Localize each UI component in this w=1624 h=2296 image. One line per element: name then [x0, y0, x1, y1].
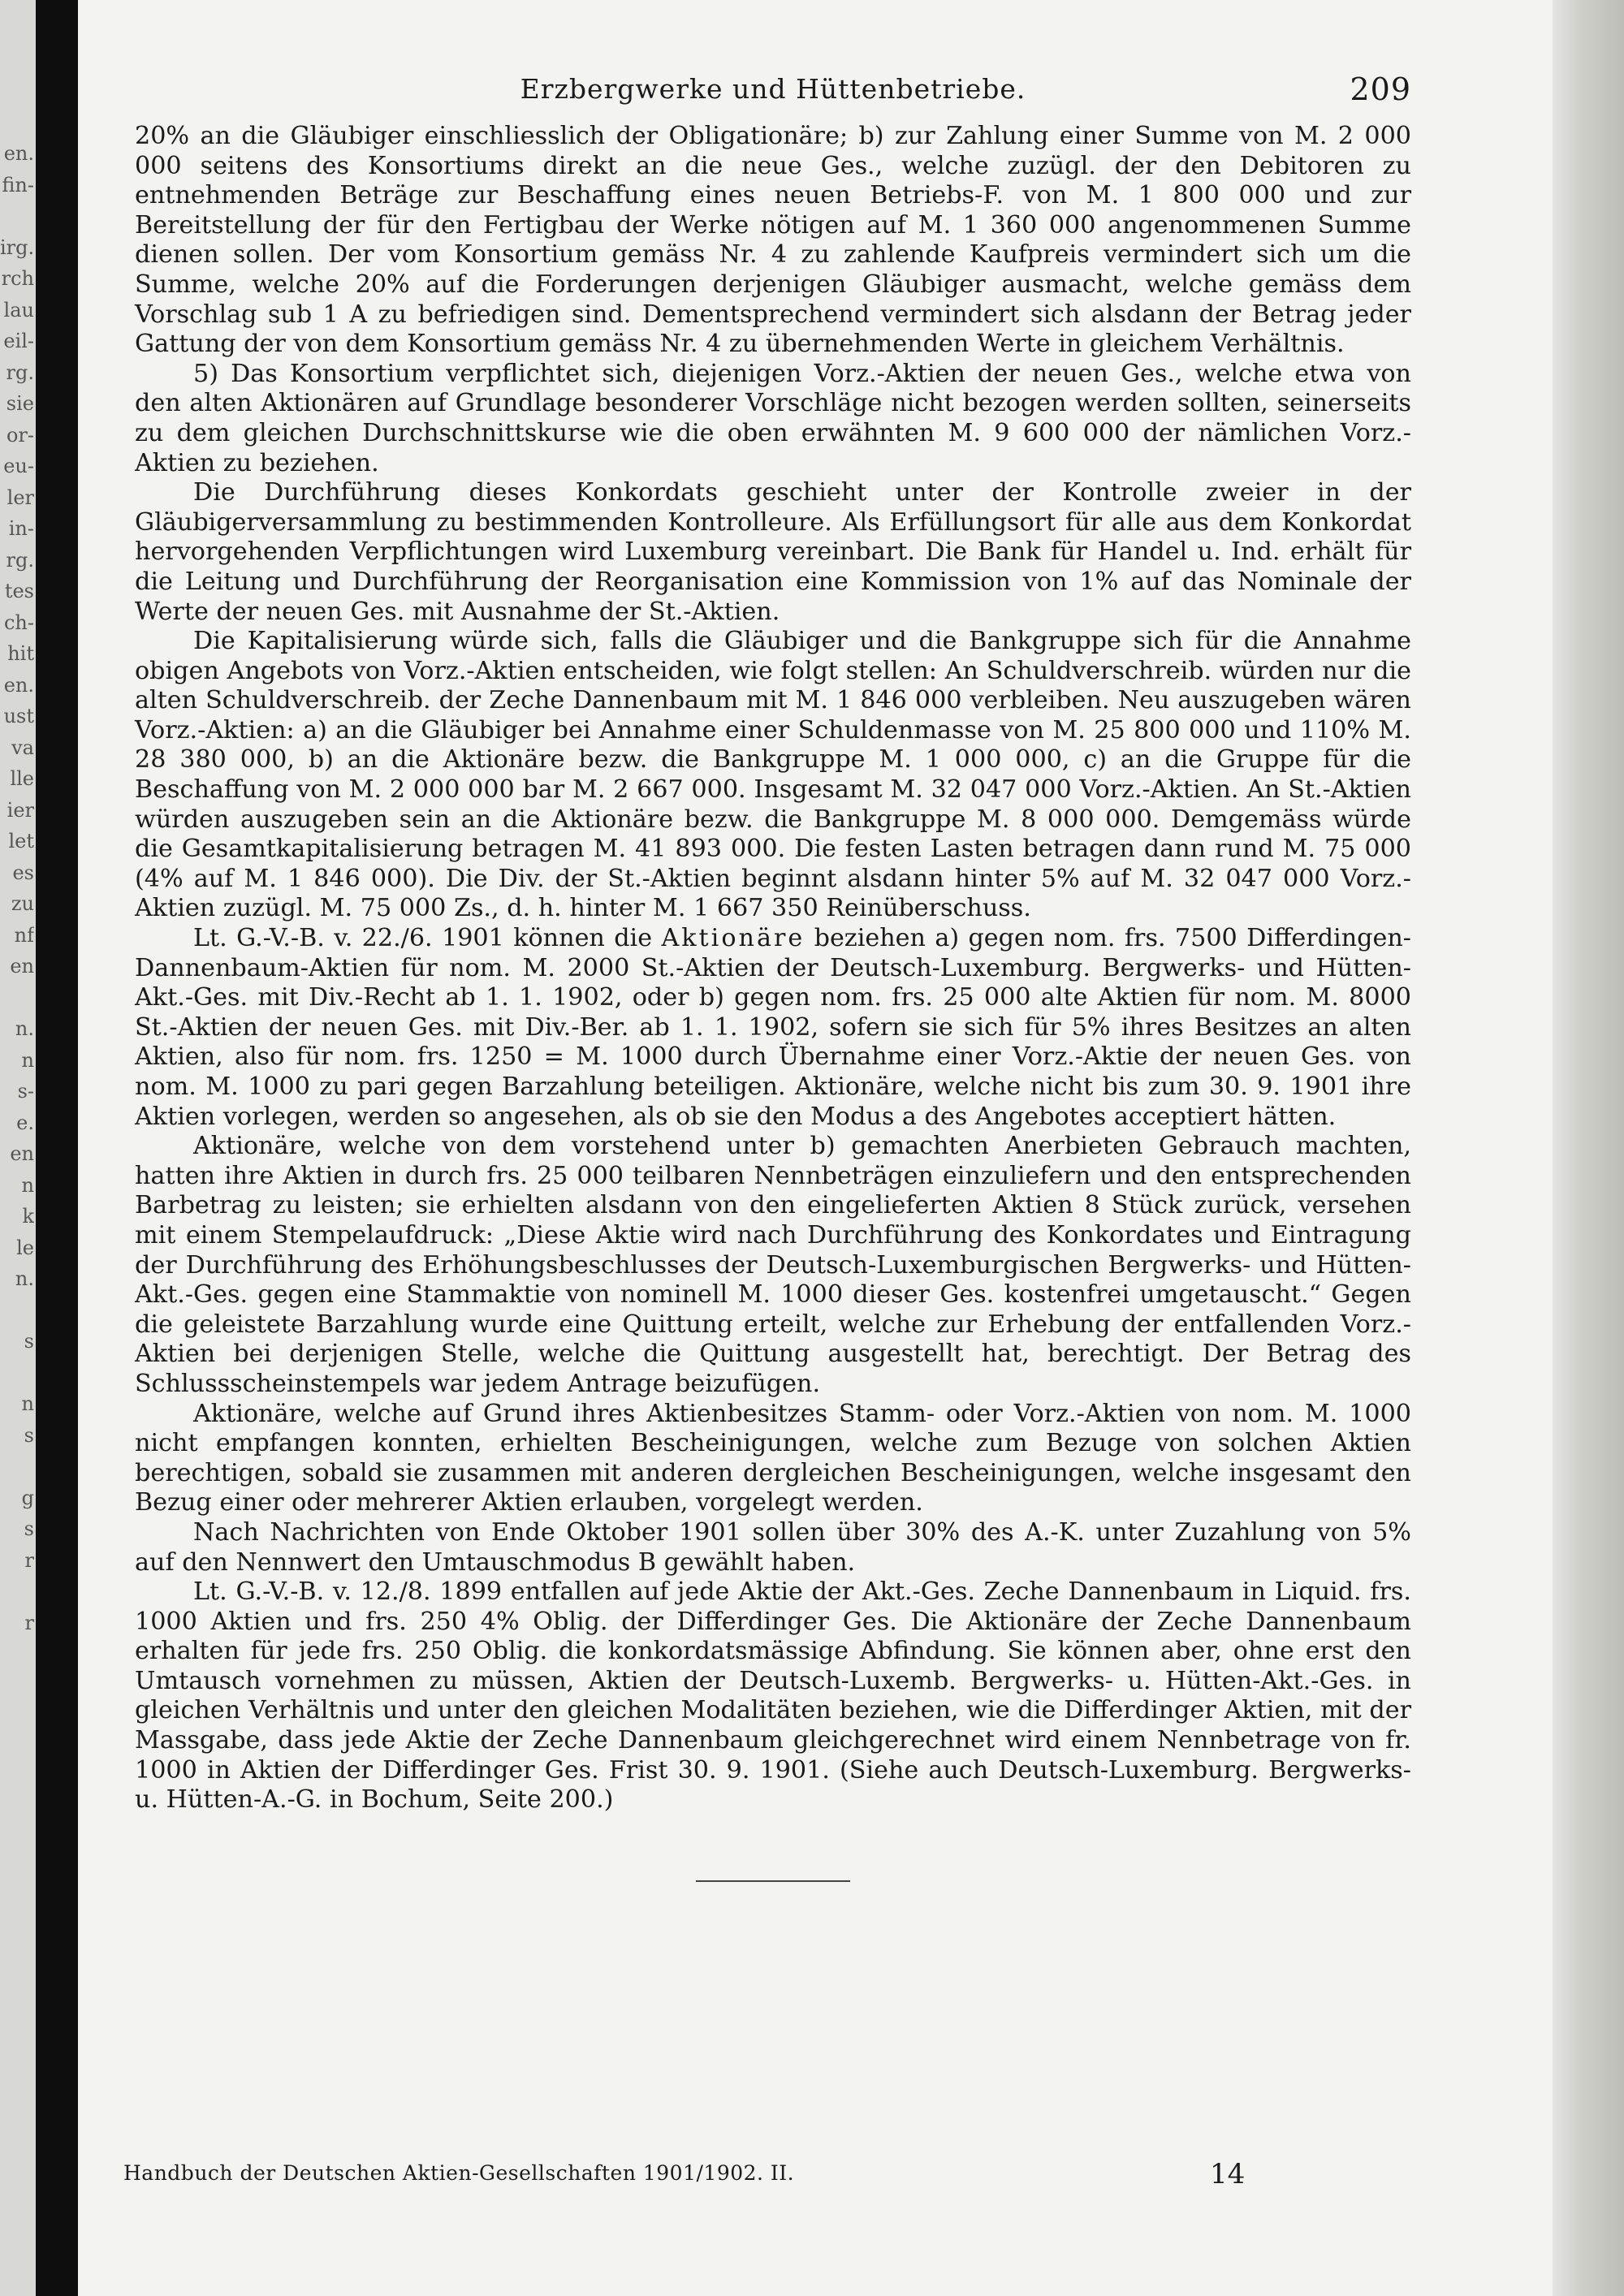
body-text — [135, 122, 1411, 1815]
margin-fragment: rch — [1, 267, 34, 290]
book-spine-shadow — [36, 0, 78, 2296]
paragraph: 5) Das Konsortium verpflichtet sich, diejenigen Vorz.-Aktien der neuen Ges., welche etwa von den alten Aktionären auf Grundlage besonderer Vorschläge nicht bezogen werden sollten, seinerseits zu dem gleichen Durchschnittskurse wie die oben erwähnten M. 9 600 000 der nämlichen Vorz.-Aktien zu beziehen. — [135, 359, 1411, 477]
margin-fragment: fin- — [2, 173, 34, 196]
margin-fragment: n. — [15, 1267, 34, 1290]
margin-fragment — [0, 1576, 34, 1608]
paragraph: Aktionäre, welche von dem vorstehend unter b) gemachten Anerbieten Gebrauch machten, hatten ihre Aktien in durch frs. 25 000 teilbaren Nennbeträgen einzuliefern und den entsprechenden Barbetrag zu leisten; sie erhielten alsdann von den eingelieferten Aktien 8 Stück zurück, versehen mit einem Stempelaufdruck: „Diese Aktie wird nach Durchführung des Konkordates und Eintragung der Durchführung des Erhöhungsbeschlusses der Deutsch-Luxemburgischen Bergwerks- und Hütten-Akt.-Ges. gegen eine Stammaktie von nominell M. 1000 dieser Ges. kostenfrei umgetauscht.“ Gegen die geleistete Barzahlung wurde eine Quittung erteilt, welche zur Erhebung der entfallenden Vorz.-Aktien bei derjenigen Stelle, welche die Quittung ausgestellt hat, berechtigt. Der Betrag des Schlussscheinstempels war jedem Antrage beizufügen. — [135, 1132, 1411, 1398]
margin-fragment: s — [24, 1423, 34, 1447]
margin-fragment — [0, 982, 34, 1014]
margin-fragment: n — [21, 1392, 34, 1415]
facing-page-margin-fragments — [0, 138, 34, 1638]
margin-fragment: in- — [8, 517, 34, 540]
margin-fragment: rg. — [6, 548, 34, 572]
margin-fragment: or- — [6, 423, 34, 447]
margin-fragment — [0, 1295, 34, 1327]
paragraph: Aktionäre, welche auf Grund ihres Aktienbesitzes Stamm- oder Vorz.-Aktien von nom. M. 1000 nicht empfangen konnten, erhielten Bescheinigungen, welche zum Bezuge von solchen Aktien berechtigen, sobald sie zusammen mit anderen dergleichen Bescheinigungen, welche insgesamt den Bezug einer oder mehrerer Aktien erlauben, vorgelegt werden. — [135, 1399, 1411, 1517]
paragraph: 20% an die Gläubiger einschliesslich der Obligationäre; b) zur Zahlung einer Summe von M. 2 000 000 seitens des Konsortiums direkt an die neue Ges., welche zuzügl. der den Debitoren zu entnehmenden Beträge zur Beschaffung eines neuen Betriebs-F. von M. 1 800 000 und zur Bereitstellung der für den Fertigbau der Werke nötigen auf M. 1 360 000 angenommenen Summe dienen sollen. Der vom Konsortium gemäss Nr. 4 zu zahlende Kaufpreis vermindert sich um die Summe, welche 20% auf die Forderungen derjenigen Gläubiger ausmacht, welche gemäss dem Vorschlag sub 1 A zu befriedigen sind. Dementsprechend vermindert sich alsdann der Betrag jeder Gattung der von dem Konsortium gemäss Nr. 4 zu übernehmenden Werte in gleichem Verhältnis. — [135, 122, 1411, 359]
margin-fragment: sie — [6, 392, 34, 415]
margin-fragment: r — [24, 1611, 34, 1634]
margin-fragment: g — [21, 1486, 34, 1509]
margin-fragment: let — [8, 830, 34, 852]
paragraph: Die Durchführung dieses Konkordats geschieht unter der Kontrolle zweier in der Gläubigerversammlung zu bestimmenden Kontrolleure. Als Erfüllungsort für alle aus dem Konkordat hervorgehenden Verpflichtungen wird Luxemburg vereinbart. Die Bank für Handel u. Ind. erhält für die Leitung und Durchführung der Reorganisation eine Kommission von 1% auf das Nominale der Werte der neuen Ges. mit Ausnahme der St.-Aktien. — [135, 478, 1411, 626]
source-note: Handbuch der Deutschen Aktien-Gesellschaften 1901/1902. II. — [123, 2161, 795, 2185]
paragraph: Die Kapitalisierung würde sich, falls die Gläubiger und die Bankgruppe sich für die Annahme obigen Angebots von Vorz.-Aktien entscheiden, wie folgt stellen: An Schuldverschreib. würden nur die alten Schuldverschreib. der Zeche Dannenbaum mit M. 1 846 000 verbleiben. Neu auszugeben wären Vorz.-Aktien: a) an die Gläubiger bei Annahme einer Schuldenmasse von M. 25 800 000 und 110% M. 28 380 000, b) an die Aktionäre bezw. die Bankgruppe M. 1 000 000, c) an die Gruppe für die Beschaffung von M. 2 000 000 bar M. 2 667 000. Insgesamt M. 32 047 000 Vorz.-Aktien. An St.-Aktien würden auszugeben sein an die Aktionäre bezw. die Bankgruppe M. 8 000 000. Demgemäss würde die Gesamtkapitalisierung betragen M. 41 893 000. Die festen Lasten betragen dann rund M. 75 000 (4% auf M. 1 846 000). Die Div. der St.-Aktien beginnt alsdann hinter 5% auf M. 32 047 000 Vorz.-Aktien zuzügl. M. 75 000 Zs., d. h. hinter M. 1 667 350 Reinüberschuss. — [135, 627, 1411, 923]
page-edge-shadow — [1553, 0, 1624, 2296]
margin-fragment: tes — [4, 580, 34, 602]
section-rule — [696, 1880, 850, 1882]
paragraph: Nach Nachrichten von Ende Oktober 1901 sollen über 30% des A.-K. unter Zuzahlung von 5% auf den Nennwert den Umtauschmodus B gewählt haben. — [135, 1517, 1411, 1577]
page-number: 209 — [1350, 71, 1411, 107]
paragraph-rest: beziehen a) gegen nom. frs. 7500 Differdingen-Dannenbaum-Aktien für nom. M. 2000 St.-Aktien der Deutsch-Luxemburg. Bergwerks- und Hütten-Akt.-Ges. mit Div.-Recht ab 1. 1. 1902, oder b) gegen nom. frs. 25 000 alte Aktien für nom. M. 8000 St.-Aktien der neuen Ges. mit Div.-Ber. ab 1. 1. 1902, sofern sie sich für 5% ihres Besitzes an alten Aktien, also für nom. frs. 1250 = M. 1000 durch Übernahme einer Vorz.-Aktie der neuen Ges. von nom. M. 1000 zu pari gegen Barzahlung beteiligen. Aktionäre, welche nicht bis zum 30. 9. 1901 ihre Aktien vorlegen, werden so angesehen, als ob sie den Modus a des Angebotes acceptiert hätten. — [135, 924, 1411, 1131]
margin-fragment: en. — [3, 142, 34, 165]
margin-fragment: lle — [10, 767, 34, 790]
paragraph — [135, 924, 1411, 1132]
margin-fragment: ust — [3, 705, 34, 727]
margin-fragment: ch- — [3, 611, 34, 634]
margin-fragment: eil- — [3, 330, 34, 352]
signature-mark: 14 — [1210, 2158, 1246, 2190]
margin-fragment: le — [16, 1236, 34, 1259]
margin-fragment: n — [21, 1048, 34, 1072]
margin-fragment — [0, 201, 34, 232]
running-title: Erzbergwerke und Hüttenbetriebe. — [520, 73, 1026, 105]
paragraph: Lt. G.-V.-B. v. 12./8. 1899 entfallen auf jede Aktie der Akt.-Ges. Zeche Dannenbaum in Liquid. frs. 1000 Aktien und frs. 250 4% Oblig. der Differdinger Ges. Die Aktionäre der Zeche Dannenbaum erhalten für jede frs. 250 Oblig. die konkordatsmässige Abfindung. Sie können aber, ohne erst den Umtausch vornehmen zu müssen, Aktien der Deutsch-Luxemb. Bergwerks- u. Hütten-Akt.-Ges. in gleichen Verhältnis und unter den gleichen Modalitäten beziehen, wie die Differdinger Aktien, mit der Massgabe, dass jede Aktie der Zeche Dannenbaum gleichgerechnet wird einem Nennbetrage von fr. 1000 in Aktien der Differdinger Ges. Frist 30. 9. 1901. (Siehe auch Deutsch-Luxemburg. Bergwerks- u. Hütten-A.-G. in Bochum, Seite 200.) — [135, 1577, 1411, 1815]
margin-fragment: en — [10, 955, 34, 978]
margin-fragment: eu- — [3, 455, 34, 477]
margin-fragment: ier — [6, 798, 34, 822]
margin-fragment: n — [21, 1173, 34, 1197]
margin-fragment: s- — [17, 1080, 34, 1103]
margin-fragment: k — [22, 1205, 34, 1228]
margin-fragment: r — [24, 1548, 34, 1572]
margin-fragment: ler — [6, 486, 34, 509]
margin-fragment: n. — [15, 1017, 34, 1040]
margin-fragment: zu — [11, 892, 34, 915]
margin-fragment: lau — [3, 298, 34, 322]
margin-fragment: va — [11, 736, 34, 759]
margin-fragment: hit — [7, 642, 34, 665]
margin-fragment: e. — [16, 1111, 34, 1134]
margin-fragment: irg. — [0, 235, 34, 259]
margin-fragment: s — [24, 1330, 34, 1353]
margin-fragment: es — [12, 861, 34, 884]
margin-fragment — [0, 1451, 34, 1482]
paragraph-lead: Lt. G.-V.-B. v. 22./6. 1901 können die — [193, 924, 662, 953]
emphasized-term: Aktionäre — [661, 924, 806, 953]
margin-fragment: rg. — [6, 360, 34, 384]
margin-fragment: en. — [3, 673, 34, 697]
running-head — [135, 65, 1411, 122]
margin-fragment: nf — [14, 923, 34, 947]
margin-fragment: s — [24, 1517, 34, 1540]
margin-fragment: en — [10, 1142, 34, 1165]
page-content — [135, 65, 1411, 1882]
margin-fragment — [0, 1357, 34, 1389]
